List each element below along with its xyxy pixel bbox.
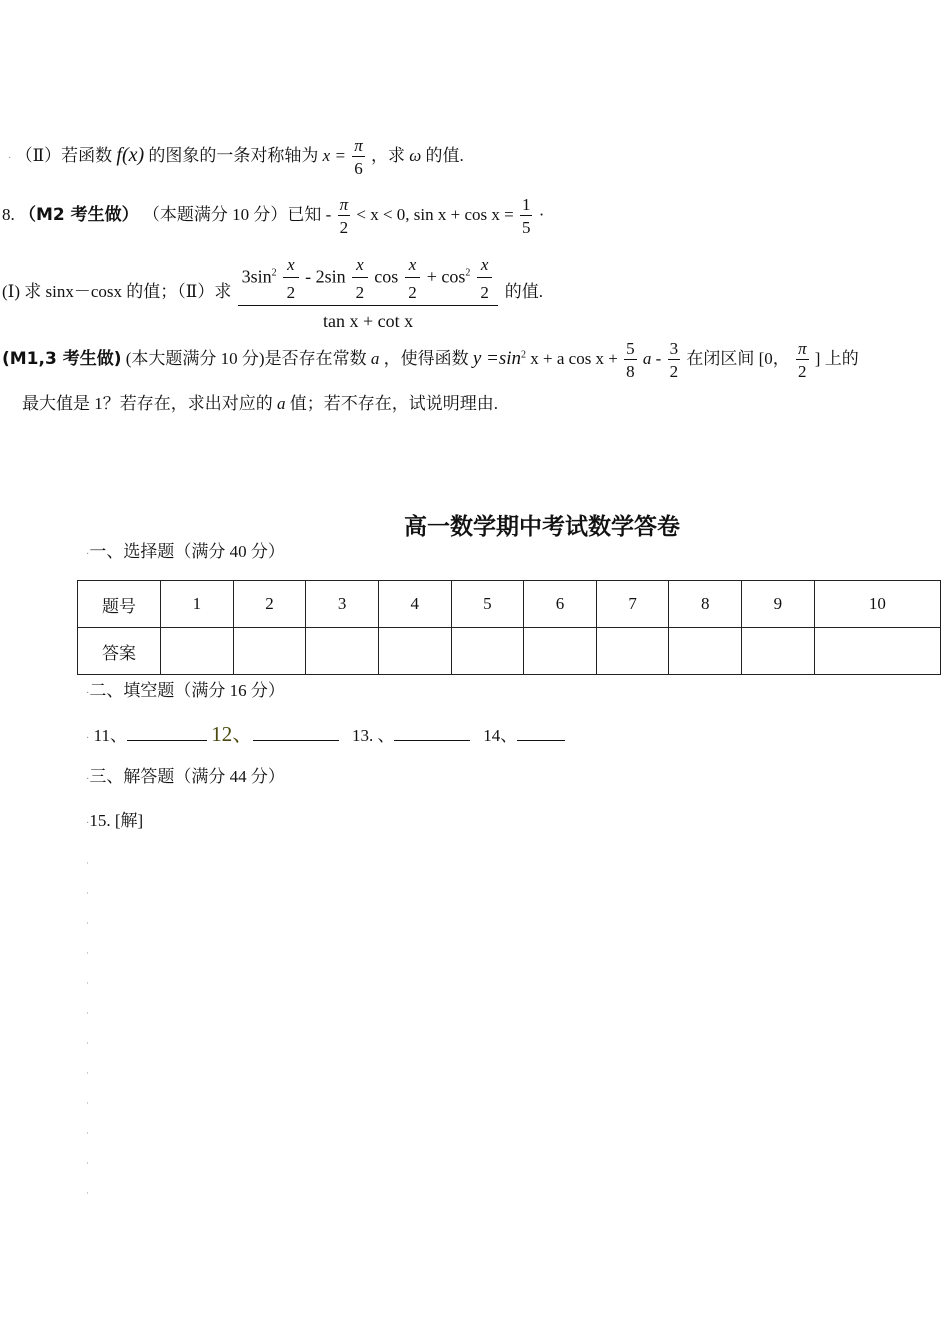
paragraph-mark: · [8, 152, 12, 164]
blank-11[interactable] [127, 726, 207, 741]
paragraph-mark: · [86, 858, 89, 868]
paragraph-mark: · [86, 1068, 89, 1078]
blank-12-label: 12、 [211, 722, 254, 746]
table-cell-number: 3 [306, 581, 379, 628]
paragraph-mark: · [86, 1158, 89, 1168]
constant-a-2: a [277, 394, 286, 413]
problem-19-line-2 [22, 389, 498, 414]
problem-19-line: (M1,3 考生做) (本大题满分 10 分)是否存在常数 a ，使得函数 $y =\sin^2$ x + a cos x + $\frac{5}{8}$ a - $\frac{3}{2}$ 在闭区间 [0， $\frac{\pi}{2}$ ] 上的 [2, 339, 859, 381]
blank-13[interactable] [394, 726, 470, 741]
problem-18-line [2, 196, 544, 236]
table-header-answer: 答案 [78, 628, 161, 675]
answer-cell[interactable] [669, 628, 742, 675]
problem-18-parts-line [2, 256, 543, 330]
problem-ii-suffix: ，求 [370, 145, 405, 165]
a-minus: a - [642, 348, 662, 368]
table-row-numbers [78, 581, 941, 628]
paragraph-mark: · [86, 1008, 89, 1018]
table-cell-number: 5 [451, 581, 524, 628]
section-2-heading: ·二、填空题（满分 16 分） [86, 681, 285, 700]
question-15-label: ·15. [解] [86, 811, 144, 830]
big-fraction-denominator: tan x + cot x [322, 311, 414, 331]
fill-in-blanks-line: · 11、 12、 13. 、 14、 [86, 718, 565, 748]
table-row-answers [78, 628, 941, 675]
fraction-pi-over-2-interval: $\frac{\pi}{2}$ [798, 339, 807, 381]
blank-12[interactable] [253, 726, 339, 741]
paragraph-mark: · [86, 1098, 89, 1108]
problem-19-mid: ，使得函数 [383, 348, 469, 368]
table-cell-number: 4 [378, 581, 451, 628]
table-cell-number: 1 [161, 581, 234, 628]
table-cell-number: 7 [596, 581, 669, 628]
problem-ii-middle: 的图象的一条对称轴为 [148, 145, 319, 165]
problem-ii-line [8, 137, 464, 177]
omega-symbol: ω [409, 145, 422, 165]
problem-19-interval: 在闭区间 [0， [686, 348, 790, 368]
section-1-heading: ·一、选择题（满分 40 分） [86, 542, 285, 561]
problem-19-line2a: 最大值是 1？若存在，求出对应的 [22, 394, 273, 413]
fraction-5-over-8: $\frac{5}{8}$ [626, 339, 635, 381]
problem-18-parts-end: 的值. [504, 281, 543, 301]
fraction-pi-over-6: $\frac{\pi}{6}$ [354, 136, 363, 178]
paragraph-mark: · [86, 1128, 89, 1138]
big-fraction [238, 256, 499, 330]
answer-cell[interactable] [742, 628, 815, 675]
x-equals: x = [322, 145, 346, 165]
function-fx: f(x) [116, 143, 145, 166]
constant-a: a [370, 348, 380, 368]
fraction-1-over-5: $\frac{1}{5}$ [521, 195, 531, 237]
blank-13-label: 13. 、 [351, 726, 395, 745]
answer-cell[interactable] [378, 628, 451, 675]
table-cell-number: 6 [524, 581, 597, 628]
answer-cell[interactable] [161, 628, 234, 675]
problem-ii-prefix: （Ⅱ）若函数 [15, 145, 113, 165]
table-cell-number: 2 [233, 581, 306, 628]
answer-sheet-title: 高一数学期中考试数学答卷 [404, 514, 680, 540]
problem-ii-end: 的值. [425, 145, 464, 165]
paragraph-mark: · [86, 978, 89, 988]
answer-cell[interactable] [306, 628, 379, 675]
problem-19-tag: (M1,3 考生做) [2, 348, 122, 369]
problem-18-score: （本题满分 10 分）已知 - [142, 204, 332, 224]
paragraph-mark: · [86, 918, 89, 928]
answer-cell[interactable] [524, 628, 597, 675]
problem-19-close: ] 上的 [814, 348, 859, 368]
problem-18-dot: · [538, 204, 545, 224]
problem-18-tag: （M2 考生做） [19, 204, 139, 225]
table-cell-number: 10 [814, 581, 940, 628]
fraction-3-over-2: $\frac{3}{2}$ [669, 339, 679, 381]
problem-18-part1: (Ⅰ) 求 sinx－cosx 的值；（Ⅱ）求 [2, 281, 232, 301]
blank-11-label: 11、 [93, 726, 127, 745]
paragraph-mark: · [86, 1188, 89, 1198]
answer-cell[interactable] [233, 628, 306, 675]
blank-14[interactable] [517, 726, 565, 741]
paragraph-mark: · [86, 1038, 89, 1048]
section-3-heading: ·三、解答题（满分 44 分） [86, 767, 285, 786]
table-cell-number: 9 [742, 581, 815, 628]
problem-19-line2b: 值；若不存在，试说明理由. [289, 394, 498, 413]
problem-number: 8. [2, 204, 15, 224]
big-fraction-numerator: $3\sin^2$ $\frac{x}{2}$ - 2sin $\frac{x}{2}$ cos $\frac{x}{2}$ + $\cos^2$ $\frac{x}{2}$ [238, 256, 499, 306]
table-header-number: 题号 [78, 581, 161, 628]
problem-18-condition: < x < 0, sin x + cos x = [356, 204, 514, 224]
table-cell-number: 8 [669, 581, 742, 628]
blank-14-label: 14、 [483, 726, 518, 745]
problem-19-expr: x + a cos x + [530, 348, 618, 368]
answer-table [77, 580, 941, 675]
answer-cell[interactable] [814, 628, 940, 675]
function-y: y =sin [472, 347, 522, 369]
fraction-pi-over-2: $\frac{\pi}{2}$ [339, 195, 349, 237]
paragraph-mark: · [86, 948, 89, 958]
answer-cell[interactable] [596, 628, 669, 675]
problem-19-score: (本大题满分 10 分)是否存在常数 [125, 348, 367, 368]
answer-cell[interactable] [451, 628, 524, 675]
paragraph-mark: · [86, 888, 89, 898]
